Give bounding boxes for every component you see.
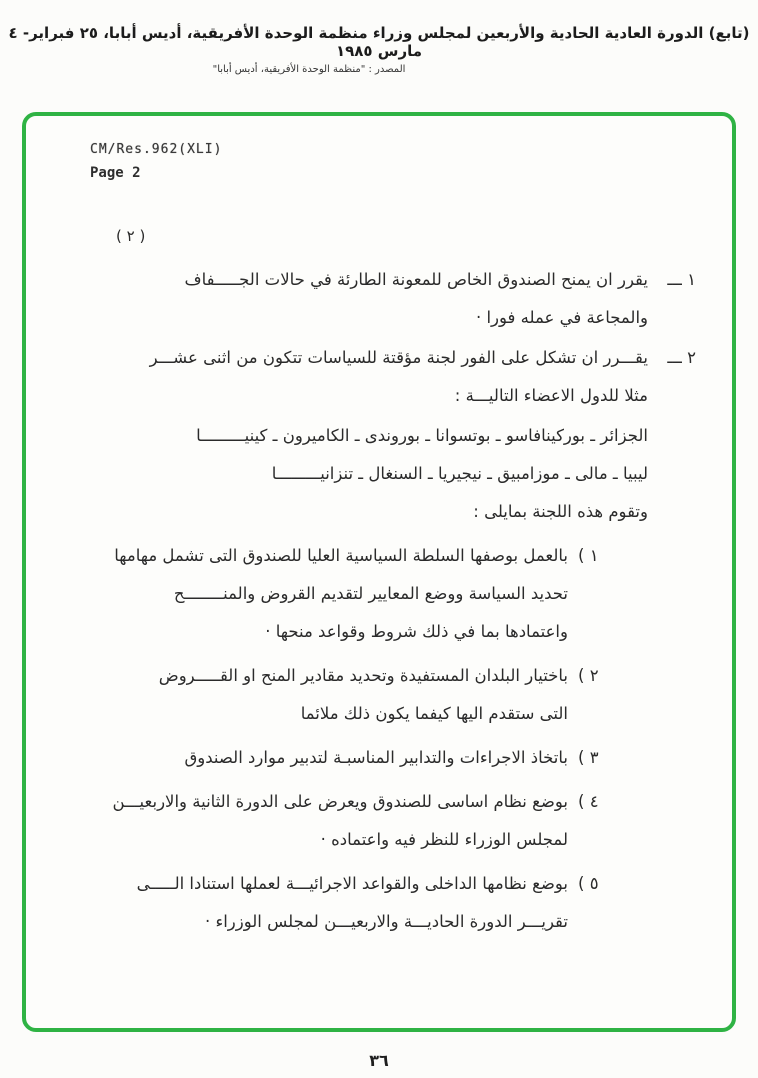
text-line: تقريـــر الدورة الحاديـــة والاربعيـــن لمجلس الوزراء ·	[204, 912, 568, 931]
session-header-line: (تابع) الدورة العادية الحادية والأربعين لمجلس وزراء منظمة الوحدة الأفريقية، أديس أبابا، ٢٥ فبراير- ٤ مارس ١٩٨٥	[8, 24, 750, 60]
document-frame	[22, 112, 736, 1032]
text-line: يقرر ان يمنح الصندوق الخاص للمعونة الطارئة في حالات الجـــــفاف	[184, 270, 648, 289]
sub-item-1	[90, 537, 612, 651]
text-line: بالعمل بوصفها السلطة السياسية العليا للصندوق التى تشمل مهامها	[114, 546, 568, 565]
text-line: واعتمادها بما في ذلك شروط وقواعد منحها ·	[265, 622, 568, 641]
text-line: والمجاعة في عمله فورا ·	[475, 308, 648, 327]
text-line: باتخاذ الاجراءات والتدابير المناسبـة لتدبير موارد الصندوق	[184, 748, 568, 767]
paragraph-1-number: ١ ـــ	[667, 270, 696, 289]
text-line: الجزائر ـ بوركينافاسو ـ بوتسوانا ـ بوروندى ـ الكاميرون ـ كينيـــــــــا	[196, 426, 648, 445]
sub-item-4-text	[90, 783, 568, 859]
document-page-label: Page 2	[90, 165, 141, 181]
section-number: ( ٢ )	[116, 227, 146, 245]
sub-item-2-text	[90, 657, 568, 733]
text-line: تحديد السياسة ووضع المعايير لتقديم القروض والمنــــــــح	[173, 584, 568, 603]
sub-item-2	[90, 657, 612, 733]
sub-item-4-number: ( ٤	[578, 792, 599, 811]
paragraph-2-text	[90, 339, 648, 415]
text-line: بوضع نظام اساسى للصندوق ويعرض على الدورة الثانية والاربعيـــن	[112, 792, 568, 811]
sub-item-5-number: ( ٥	[578, 874, 599, 893]
footer-page-number: ٣٦	[369, 1051, 389, 1070]
text-line: مثلا للدول الاعضاء التاليـــة :	[454, 386, 648, 405]
text-line: التى ستقدم اليها كيفما يكون ذلك ملائما	[300, 704, 568, 723]
text-line: بوضع نظامها الداخلى والقواعد الاجرائيـــة لعملها استنادا الـــــى	[136, 874, 568, 893]
sub-item-3-text	[90, 739, 568, 777]
member-states-list	[90, 417, 648, 493]
text-line: باختيار البلدان المستفيدة وتحديد مقادير المنح او القـــــروض	[158, 666, 568, 685]
text-line: ليبيا ـ مالى ـ موزامبيق ـ نيجيريا ـ السنغال ـ تنزانيـــــــــا	[271, 464, 648, 483]
sub-item-3-number: ( ٣	[578, 748, 599, 767]
document-body	[90, 261, 696, 941]
sub-item-4	[90, 783, 612, 859]
paragraph-1	[90, 261, 696, 337]
text-line: يقـــرر ان تشكل على الفور لجنة مؤقتة للسياسات تتكون من اثنى عشـــر	[149, 348, 648, 367]
sub-item-3	[90, 739, 612, 777]
committee-intro-line: وتقوم هذه اللجنة بمايلى :	[473, 502, 648, 521]
sub-item-5	[90, 865, 612, 941]
paragraph-2	[90, 339, 696, 415]
paragraph-1-text	[90, 261, 648, 337]
sub-item-2-number: ( ٢	[578, 666, 599, 685]
document-reference: CM/Res.962(XLI)	[90, 142, 223, 157]
paragraph-2-number: ٢ ـــ	[667, 348, 696, 367]
sub-item-1-number: ( ١	[578, 546, 599, 565]
sub-item-5-text	[90, 865, 568, 941]
source-line: المصدر : "منظمة الوحدة الأفريقية، أديس أبابا"	[212, 64, 406, 75]
sub-item-1-text	[90, 537, 568, 651]
text-line: لمجلس الوزراء للنظر فيه واعتماده ·	[320, 830, 568, 849]
